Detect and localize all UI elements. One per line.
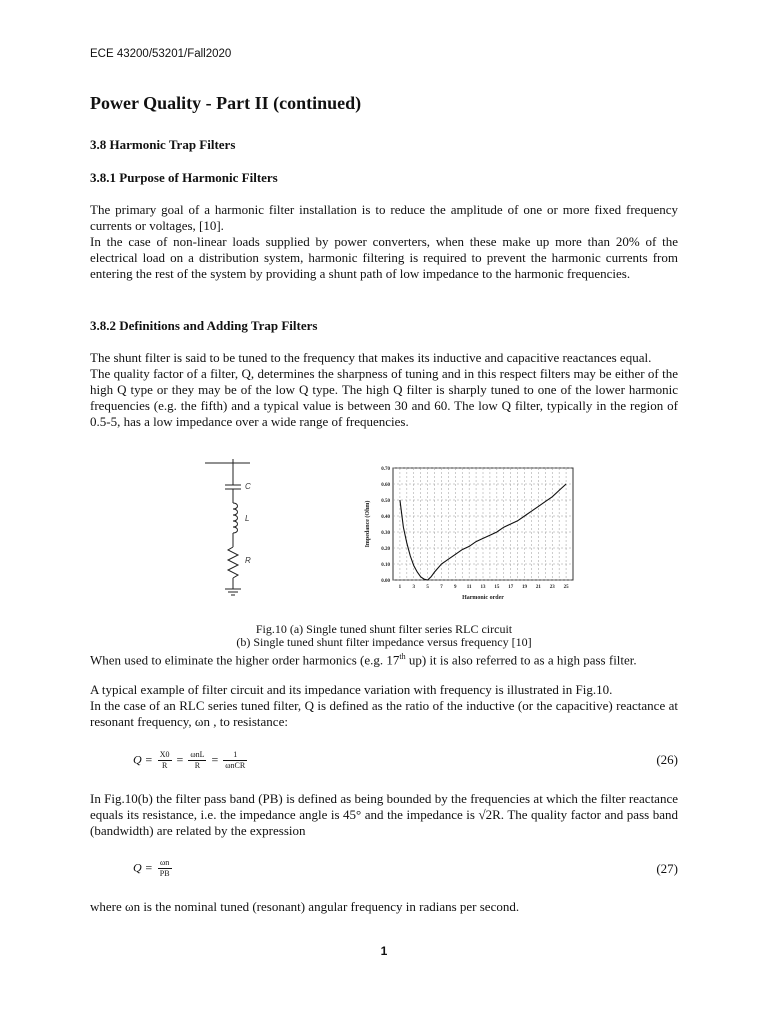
x-tick-label: 7 <box>440 585 443 590</box>
y-tick-label: 0.10 <box>381 563 390 568</box>
x-tick-label: 21 <box>535 585 541 590</box>
paragraph-text: The quality factor of a filter, Q, determines the sharpness of tuning and in this respect filters may be either of the high Q type or they may be of the low Q type. The high Q filter is sharply tuned to one of the lower harmonic frequencies (e.g. the fifth) and a typical value is between 30 and 60. The low Q filter, typically in the region of 0.5-5, has a low impedance over a wide range of frequencies. <box>90 366 678 429</box>
eq-fraction: $\frac{\omega n}{PB}$ <box>159 858 170 878</box>
eq-fraction: $\frac{\text{ωnL}}{R}$ <box>190 750 205 770</box>
x-tick-label: 19 <box>522 585 528 590</box>
x-tick-label: 9 <box>454 585 457 590</box>
eq-equals: = <box>211 752 219 767</box>
x-tick-label: 15 <box>494 585 500 590</box>
paragraph-text: The shunt filter is said to be tuned to the frequency that makes its inductive and capacitive reactances equal. <box>90 350 652 365</box>
x-tick-label: 5 <box>426 585 429 590</box>
x-tick-label: 25 <box>563 585 569 590</box>
x-tick-label: 11 <box>466 585 472 590</box>
eq-equals: = <box>176 752 184 767</box>
course-header: ECE 43200/53201/Fall2020 <box>90 48 232 60</box>
x-tick-label: 13 <box>480 585 486 590</box>
paragraph-text: In the case of an RLC series tuned filter, Q is defined as the ratio of the inductive (or the capacitive) reactance at resonant frequency, ωn , to resistance: <box>90 698 678 729</box>
page-number: 1 <box>380 944 388 958</box>
paragraph-pass-band: In Fig.10(b) the filter pass band (PB) is defined as being bounded by the frequencies at which the filter reactance equals its resistance, i.e. the impedance angle is 45° and the impedance is √2R. The quality factor and pass band (bandwidth) are related by the expression <box>90 791 678 838</box>
equation-27 <box>133 858 174 879</box>
figure-caption-b: (b) Single tuned shunt filter impedance versus frequency [10] <box>236 635 532 649</box>
y-tick-label: 0.00 <box>381 579 390 584</box>
figure-caption-a: Fig.10 (a) Single tuned shunt filter series RLC circuit <box>255 622 513 636</box>
rlc-circuit-figure <box>205 455 285 605</box>
x-tick-label: 17 <box>508 585 514 590</box>
eq-lhs: Q = <box>133 752 153 767</box>
paragraph-text: The primary goal of a harmonic filter installation is to reduce the amplitude of one or more fixed frequency currents or voltages, [10]. <box>90 202 678 233</box>
equation-number-27: (27) <box>656 861 678 876</box>
superscript-th: th <box>399 652 406 661</box>
section-heading-3-8-2: 3.8.2 Definitions and Adding Trap Filters <box>90 318 318 333</box>
section-heading-3-8-1: 3.8.1 Purpose of Harmonic Filters <box>90 170 278 185</box>
paragraph-example <box>90 682 678 730</box>
inductor-label: L <box>245 514 250 523</box>
paragraph-high-pass <box>90 649 678 668</box>
eq-lhs: Q = <box>133 860 153 875</box>
y-tick-label: 0.70 <box>381 467 390 472</box>
y-tick-label: 0.40 <box>381 515 390 520</box>
y-tick-label: 0.50 <box>381 499 390 504</box>
y-tick-label: 0.60 <box>381 483 390 488</box>
page-title: Power Quality - Part II (continued) <box>90 93 362 113</box>
y-axis-label: Impedance (Ohm) <box>365 500 371 548</box>
paragraph-where: where ωn is the nominal tuned (resonant) angular frequency in radians per second. <box>90 899 520 914</box>
paragraph-text: When used to eliminate the higher order harmonics (e.g. 17 <box>90 652 400 668</box>
capacitor-label: C <box>245 482 251 491</box>
paragraph-text: up) it is also referred to as a high pass filter. <box>405 652 637 668</box>
equation-26 <box>133 750 249 771</box>
paragraph-text: A typical example of filter circuit and its impedance variation with frequency is illustrated in Fig.10. <box>90 682 613 697</box>
impedance-chart <box>355 460 585 610</box>
resistor-label: R <box>245 556 251 565</box>
x-tick-label: 23 <box>549 585 555 590</box>
paragraph-definitions <box>90 350 678 430</box>
x-tick-label: 1 <box>398 585 402 590</box>
y-tick-label: 0.20 <box>381 547 390 552</box>
y-tick-label: 0.30 <box>381 531 390 536</box>
section-heading-3-8: 3.8 Harmonic Trap Filters <box>90 137 236 152</box>
x-tick-label: 3 <box>412 585 416 590</box>
equation-number-26: (26) <box>656 752 678 767</box>
eq-fraction: $\frac{X0}{R}$ <box>159 750 170 770</box>
x-axis-label: Harmonic order <box>462 595 504 601</box>
paragraph-text: In the case of non-linear loads supplied by power converters, when these make up more than 20% of the electrical load on a distribution system, harmonic filtering is required to prevent the harmonic currents from entering the rest of the system by providing a shunt path of low impedance to the harmonic frequencies. <box>90 234 678 281</box>
eq-fraction: $\frac{1}{\text{ωnCR}}$ <box>225 750 246 770</box>
paragraph-purpose <box>90 202 678 282</box>
